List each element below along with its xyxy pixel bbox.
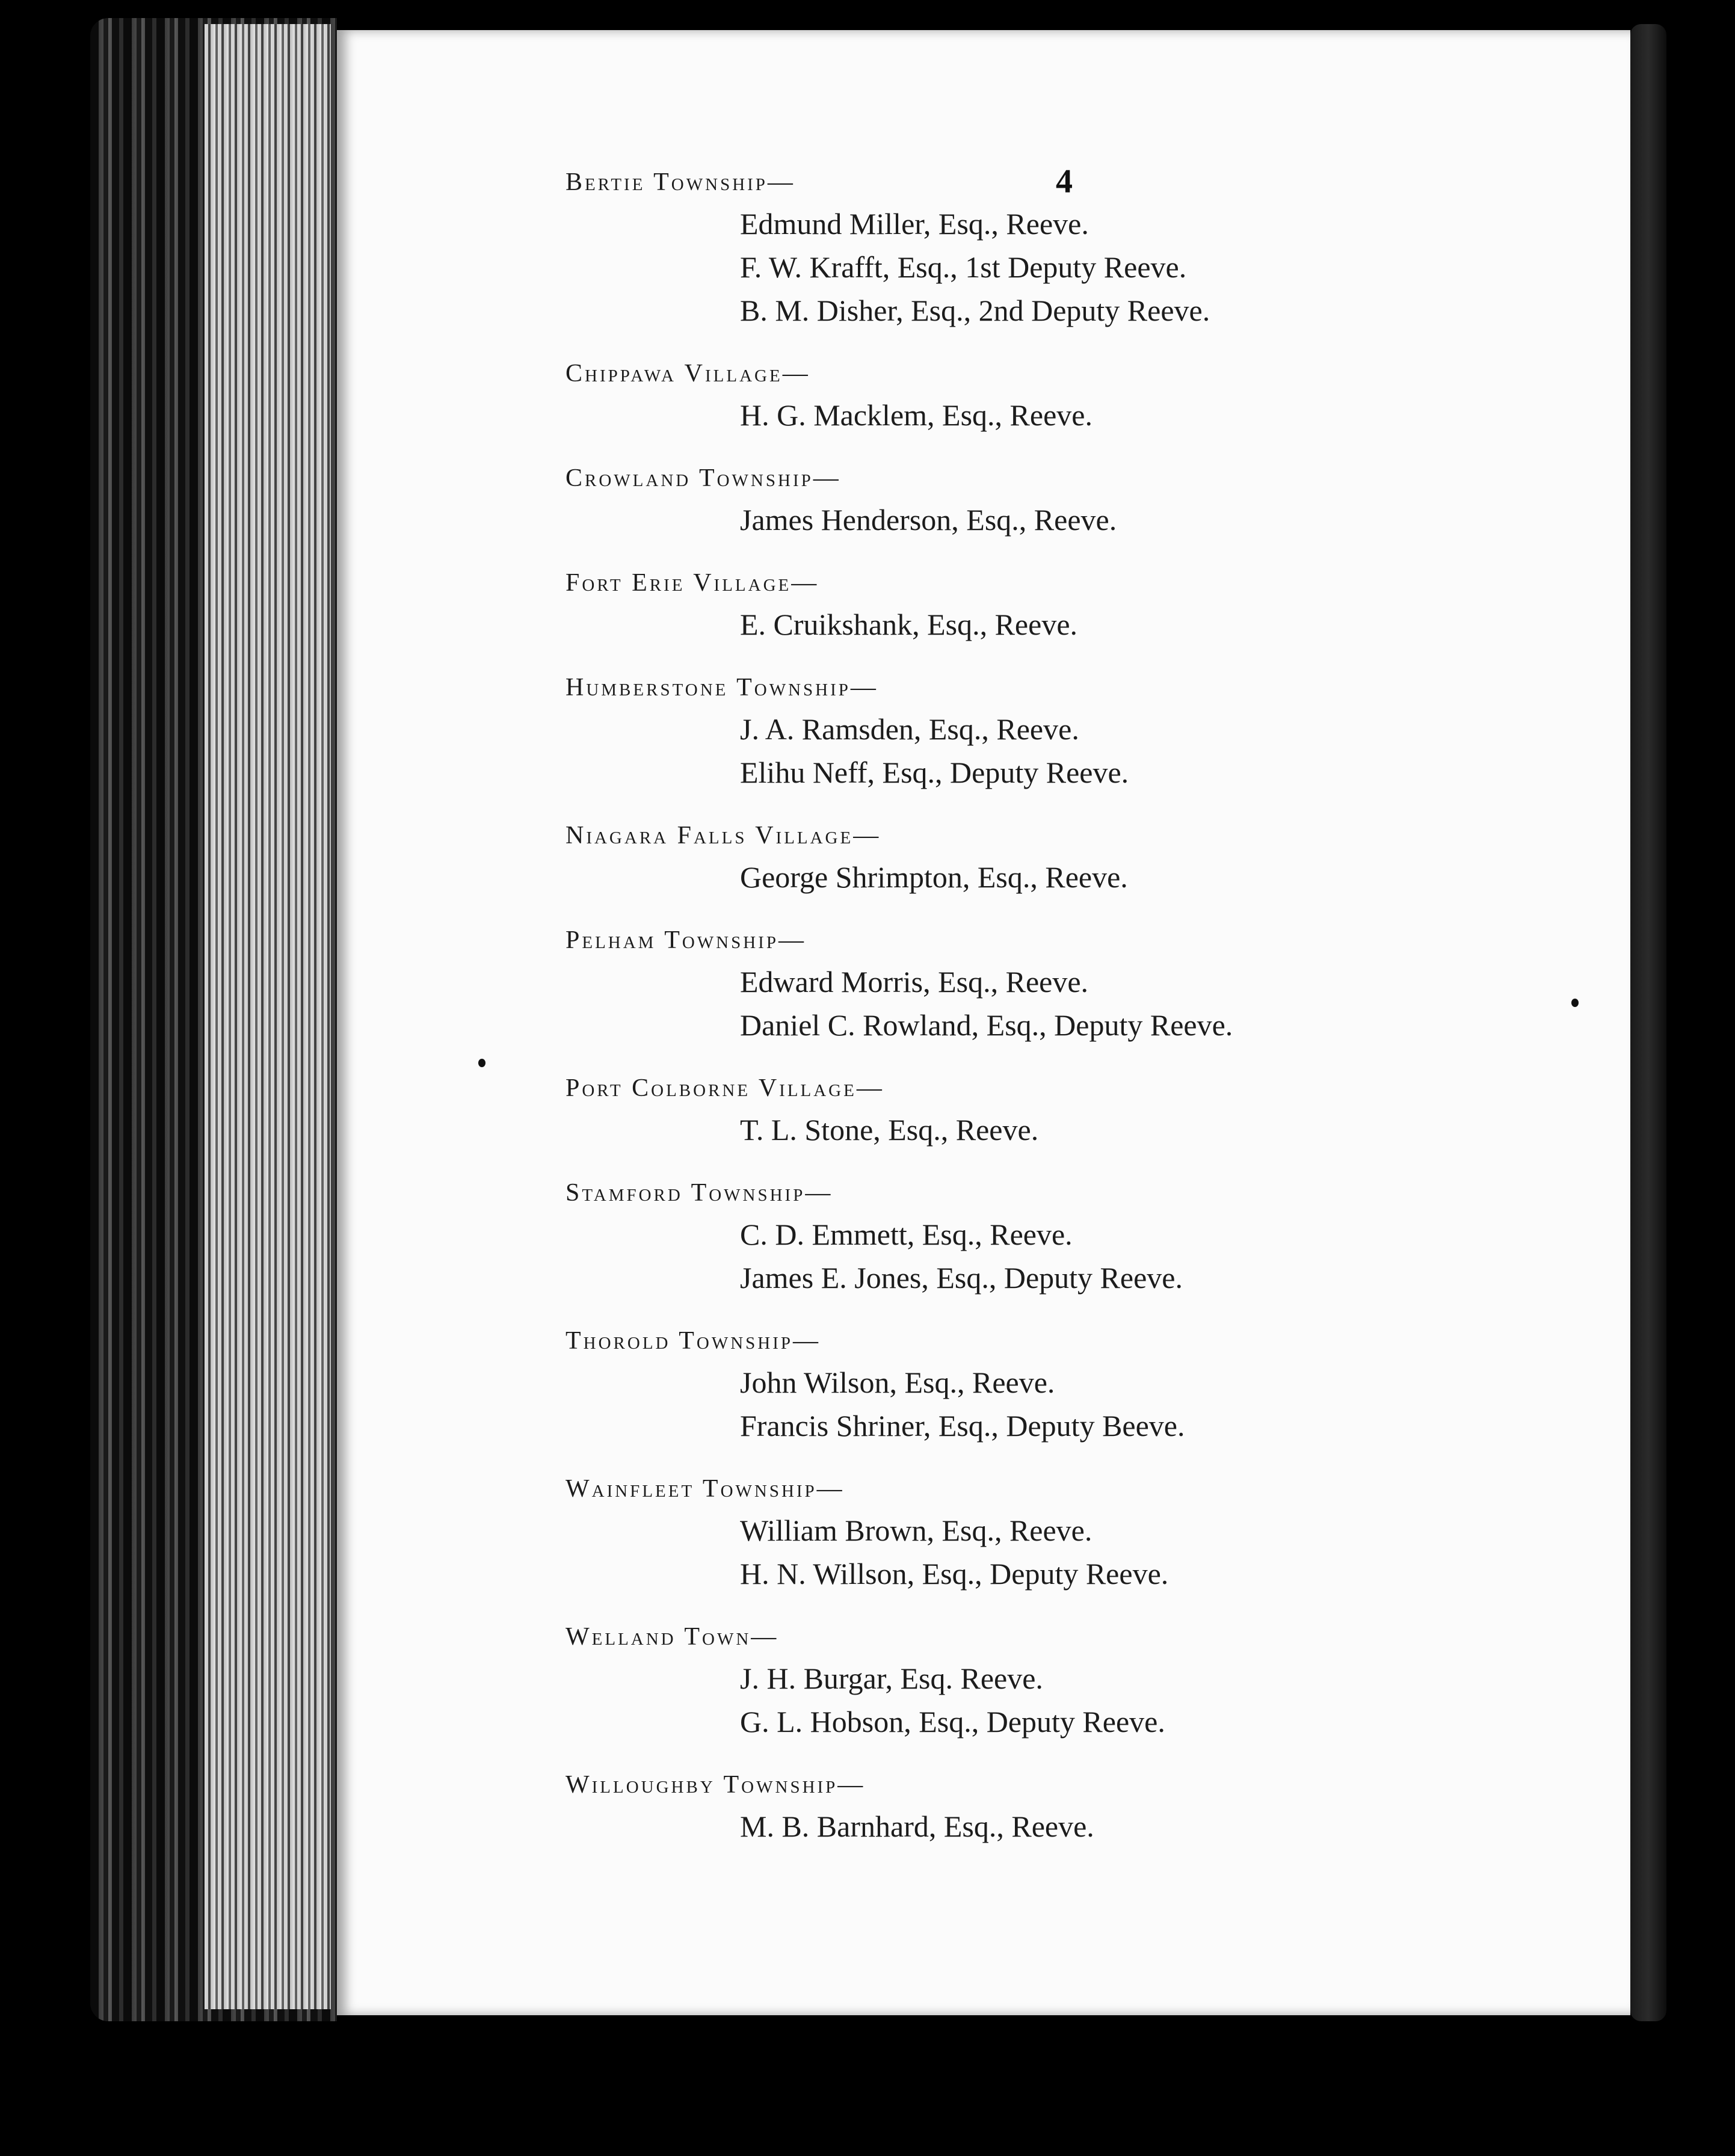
scan-border-left xyxy=(0,0,96,2156)
municipality-heading: Wainfleet Township— xyxy=(565,1475,845,1503)
officials-list xyxy=(565,393,1540,437)
official-name: J. H. Burgar, Esq. Reeve. xyxy=(740,1662,1043,1695)
official-name: Daniel C. Rowland, Esq., Deputy Reeve. xyxy=(740,1008,1233,1042)
official-name: James E. Jones, Esq., Deputy Reeve. xyxy=(740,1261,1183,1295)
ink-speck xyxy=(478,1059,485,1067)
municipality-heading: Chippawa Village— xyxy=(565,360,810,387)
official-name: T. L. Stone, Esq., Reeve. xyxy=(740,1113,1039,1147)
reeves-list xyxy=(565,162,1540,1870)
officials-list xyxy=(565,202,1540,332)
official-name: C. D. Emmett, Esq., Reeve. xyxy=(740,1218,1073,1251)
municipality-heading: Welland Town— xyxy=(565,1623,779,1651)
official-name: B. M. Disher, Esq., 2nd Deputy Reeve. xyxy=(740,294,1210,327)
officials-list xyxy=(565,1108,1540,1151)
official-name: Edmund Miller, Esq., Reeve. xyxy=(740,207,1089,241)
official-name: Elihu Neff, Esq., Deputy Reeve. xyxy=(740,756,1129,789)
official-name: George Shrimpton, Esq., Reeve. xyxy=(740,860,1128,894)
officials-list xyxy=(565,1361,1540,1447)
officials-list xyxy=(565,1509,1540,1595)
municipality-heading: Fort Erie Village— xyxy=(565,569,819,597)
official-name: E. Cruikshank, Esq., Reeve. xyxy=(740,608,1078,641)
municipality-entry xyxy=(565,563,1540,646)
municipality-entry xyxy=(565,1068,1540,1151)
officials-list xyxy=(565,707,1540,794)
ink-speck xyxy=(1571,999,1579,1007)
municipality-entry xyxy=(565,1321,1540,1447)
municipality-entry xyxy=(565,162,1540,332)
official-name: John Wilson, Esq., Reeve. xyxy=(740,1366,1055,1399)
municipality-entry xyxy=(565,920,1540,1047)
official-name: M. B. Barnhard, Esq., Reeve. xyxy=(740,1810,1094,1843)
scan-border-right xyxy=(1666,0,1735,2156)
officials-list xyxy=(565,1213,1540,1299)
official-name: H. N. Willson, Esq., Deputy Reeve. xyxy=(740,1557,1169,1591)
official-name: J. A. Ramsden, Esq., Reeve. xyxy=(740,712,1079,746)
book-page-stack xyxy=(205,24,331,2009)
page-number: 4 xyxy=(1056,163,1073,200)
official-name: William Brown, Esq., Reeve. xyxy=(740,1514,1092,1547)
officials-list xyxy=(565,855,1540,899)
facing-page-edge xyxy=(1630,24,1666,2021)
officials-list xyxy=(565,603,1540,646)
official-name: G. L. Hobson, Esq., Deputy Reeve. xyxy=(740,1705,1165,1739)
municipality-heading: Bertie Township— xyxy=(565,168,795,196)
official-name: James Henderson, Esq., Reeve. xyxy=(740,503,1117,537)
officials-list xyxy=(565,1805,1540,1848)
municipality-heading: Willoughby Township— xyxy=(565,1771,866,1799)
municipality-heading: Pelham Township— xyxy=(565,926,806,954)
scan-border-bottom xyxy=(0,2045,1735,2156)
official-name: H. G. Macklem, Esq., Reeve. xyxy=(740,398,1092,432)
municipality-entry xyxy=(565,458,1540,541)
official-name: Francis Shriner, Esq., Deputy Beeve. xyxy=(740,1409,1185,1443)
officials-list xyxy=(565,1657,1540,1743)
municipality-entry xyxy=(565,1469,1540,1595)
municipality-heading: Port Colborne Village— xyxy=(565,1074,884,1102)
municipality-heading: Thorold Township— xyxy=(565,1327,821,1355)
municipality-heading: Stamford Township— xyxy=(565,1179,833,1207)
municipality-entry xyxy=(565,1617,1540,1743)
municipality-entry xyxy=(565,816,1540,899)
municipality-entry xyxy=(565,668,1540,794)
municipality-entry xyxy=(565,1173,1540,1299)
officials-list xyxy=(565,498,1540,541)
official-name: Edward Morris, Esq., Reeve. xyxy=(740,965,1089,999)
municipality-heading: Humberstone Township— xyxy=(565,674,878,701)
municipality-entry xyxy=(565,1765,1540,1848)
municipality-heading: Niagara Falls Village— xyxy=(565,822,881,849)
municipality-entry xyxy=(565,354,1540,437)
official-name: F. W. Krafft, Esq., 1st Deputy Reeve. xyxy=(740,250,1187,284)
officials-list xyxy=(565,960,1540,1047)
municipality-heading: Crowland Township— xyxy=(565,464,841,492)
